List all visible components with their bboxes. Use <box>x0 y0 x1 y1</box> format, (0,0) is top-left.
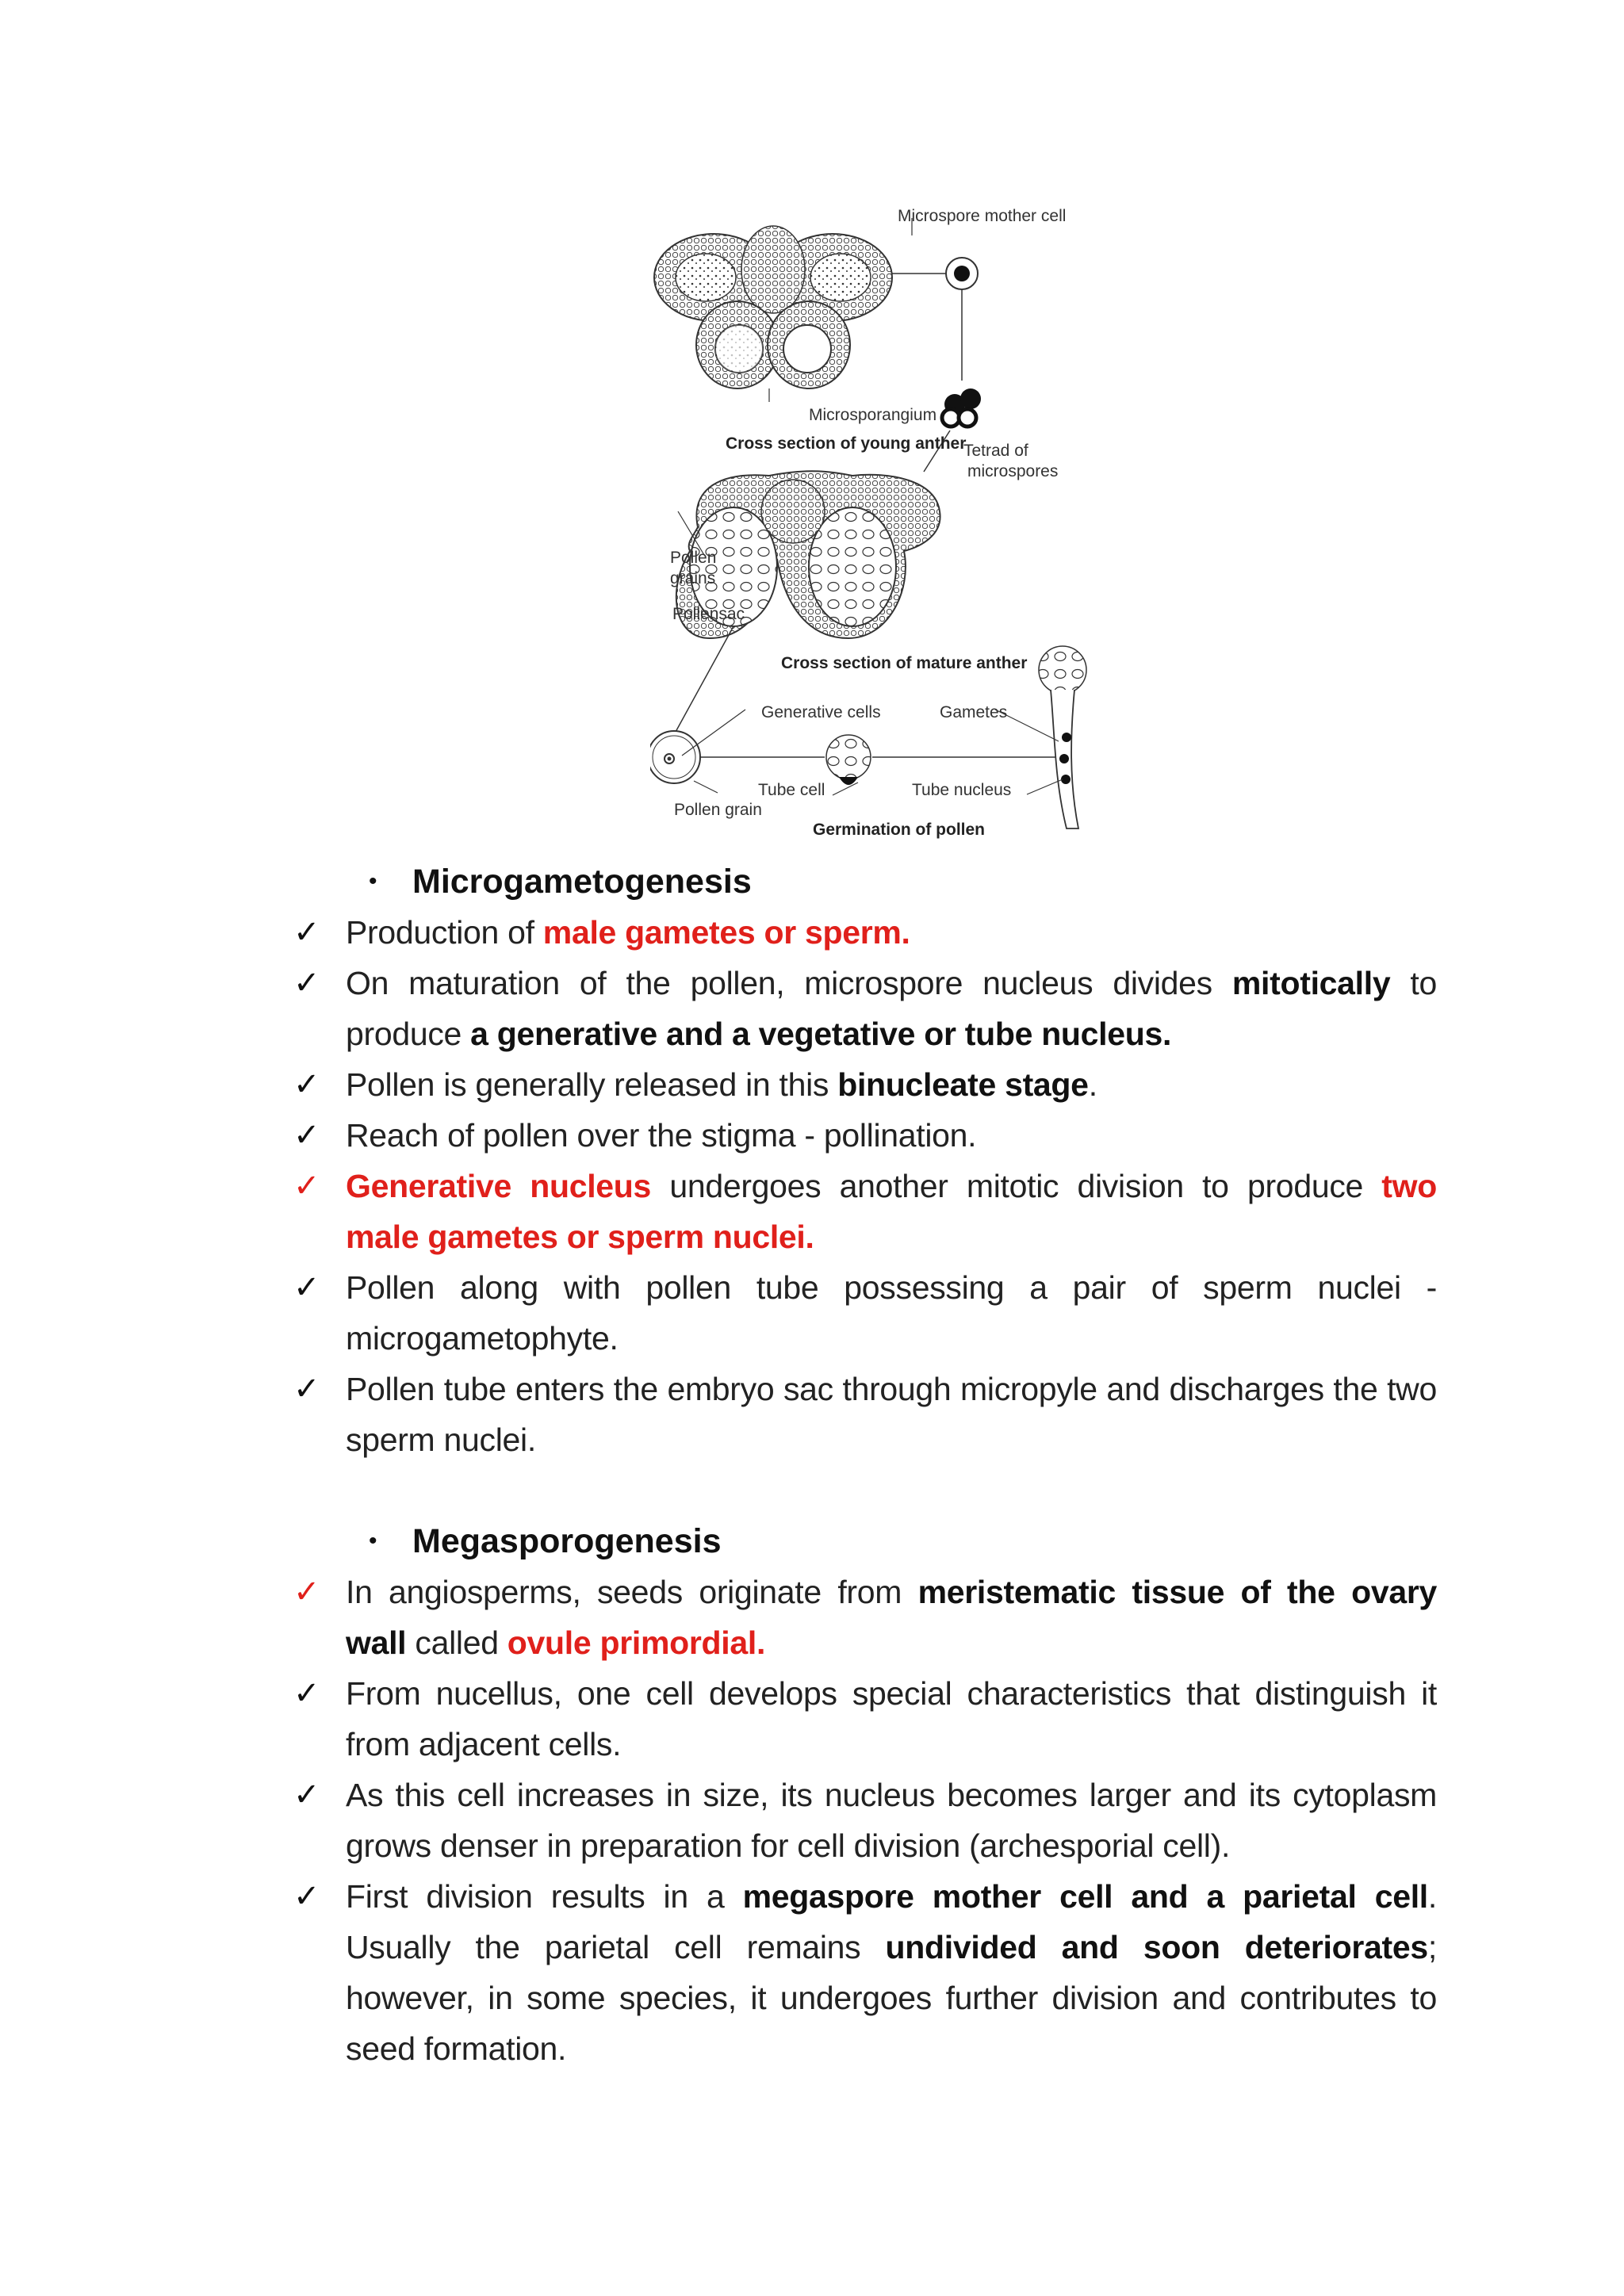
label-microspore-mother-cell: Microspore mother cell <box>898 207 1067 225</box>
label-pollen-grain: Pollen grain <box>674 801 762 819</box>
item-text: called <box>406 1624 508 1661</box>
bold-text: mitotically <box>1231 965 1391 1001</box>
label-tetrad-line1: Tetrad of <box>963 442 1028 460</box>
item-text: First division results in a <box>346 1878 743 1915</box>
check-icon: ✓ <box>293 1269 320 1306</box>
list-item <box>293 1110 1437 1161</box>
check-icon: ✓ <box>293 1371 320 1407</box>
item-text: . Usually the parietal cell remains <box>346 1878 1437 1965</box>
caption-mature-anther: Cross section of mature anther <box>781 654 1028 672</box>
document-body <box>293 856 1437 2074</box>
item-text: Reach of pollen over the stigma - pollination. <box>346 1117 977 1154</box>
check-icon: ✓ <box>293 1675 320 1712</box>
item-text: ; however, in some species, it undergoes further division and contributes to seed formation. <box>346 1929 1437 2067</box>
list-item <box>293 1262 1437 1364</box>
label-generative-cells: Generative cells <box>761 703 881 721</box>
bold-text: binucleate stage <box>837 1066 1089 1103</box>
diagram-drawing <box>650 194 1094 848</box>
item-text: to produce <box>346 965 1437 1052</box>
highlight-text: Generative nucleus <box>346 1168 652 1204</box>
item-text: As this cell increases in size, its nucleus becomes larger and its cytoplasm grows denser in preparation for cell division (archesporial cell). <box>346 1777 1437 1864</box>
item-text: Pollen along with pollen tube possessing a pair of sperm nuclei - microgametophyte. <box>346 1269 1437 1357</box>
section-heading-megasporogenesis <box>293 1516 1437 1567</box>
check-icon: ✓ <box>293 1066 320 1103</box>
list-item <box>293 1567 1437 1668</box>
label-pollensac: Pollensac <box>672 605 745 623</box>
microspore-mother-cell <box>892 258 978 381</box>
list-item <box>293 1668 1437 1770</box>
list-item <box>293 1161 1437 1262</box>
highlight-text: ovule primordial. <box>507 1624 766 1661</box>
caption-germination: Germination of pollen <box>813 821 986 839</box>
section-heading-microgametogenesis <box>293 856 1437 907</box>
check-icon: ✓ <box>293 965 320 1001</box>
bullet: • <box>369 868 377 894</box>
label-microsporangium: Microsporangium <box>809 406 937 424</box>
list-item <box>293 958 1437 1059</box>
item-text: From nucellus, one cell develops special characteristics that distinguish it from adjacent cells. <box>346 1675 1437 1762</box>
list-item <box>293 1059 1437 1110</box>
bullet: • <box>369 1528 377 1554</box>
heading-text: Microgametogenesis <box>412 863 752 901</box>
check-icon: ✓ <box>293 1574 320 1610</box>
check-icon: ✓ <box>293 1777 320 1813</box>
heading-text: Megasporogenesis <box>412 1522 722 1560</box>
item-text: On maturation of the pollen, microspore nucleus divides <box>346 965 1232 1001</box>
list-item <box>293 907 1437 958</box>
item-text: Production of <box>346 914 543 951</box>
item-text: Pollen tube enters the embryo sac through micropyle and discharges the two sperm nuclei. <box>346 1371 1437 1458</box>
label-tetrad-line2: microspores <box>967 462 1059 480</box>
item-text: Pollen is generally released in this <box>346 1066 838 1103</box>
check-icon: ✓ <box>293 914 320 951</box>
check-icon: ✓ <box>293 1168 320 1204</box>
item-text: In angiosperms, seeds originate from <box>346 1574 918 1610</box>
spacer <box>293 1465 1437 1516</box>
label-pollen-grains-line2: grains <box>670 569 716 587</box>
bold-text: megaspore mother cell and a parietal cell <box>742 1878 1428 1915</box>
check-icon: ✓ <box>293 1117 320 1154</box>
label-tube-nucleus: Tube nucleus <box>912 781 1012 799</box>
highlight-text: two male gametes or sperm nuclei. <box>346 1168 1437 1255</box>
anther-pollen-diagram <box>650 194 1094 848</box>
list-item <box>293 1364 1437 1465</box>
label-tube-cell: Tube cell <box>758 781 825 799</box>
list-item <box>293 1871 1437 2074</box>
bold-text: meristematic tissue of the ovary wall <box>346 1574 1437 1661</box>
item-text: . <box>1088 1066 1097 1103</box>
young-anther <box>654 226 892 388</box>
list-item <box>293 1770 1437 1871</box>
label-gametes: Gametes <box>940 703 1008 721</box>
bold-text: a generative and a vegetative or tube nucleus. <box>470 1016 1172 1052</box>
check-icon: ✓ <box>293 1878 320 1915</box>
item-text: undergoes another mitotic division to produce <box>651 1168 1382 1204</box>
caption-young-anther: Cross section of young anther <box>726 434 967 453</box>
bold-text: undivided and soon deteriorates <box>885 1929 1428 1965</box>
label-pollen-grains-line1: Pollen <box>670 549 717 567</box>
highlight-text: male gametes or sperm. <box>542 914 910 951</box>
